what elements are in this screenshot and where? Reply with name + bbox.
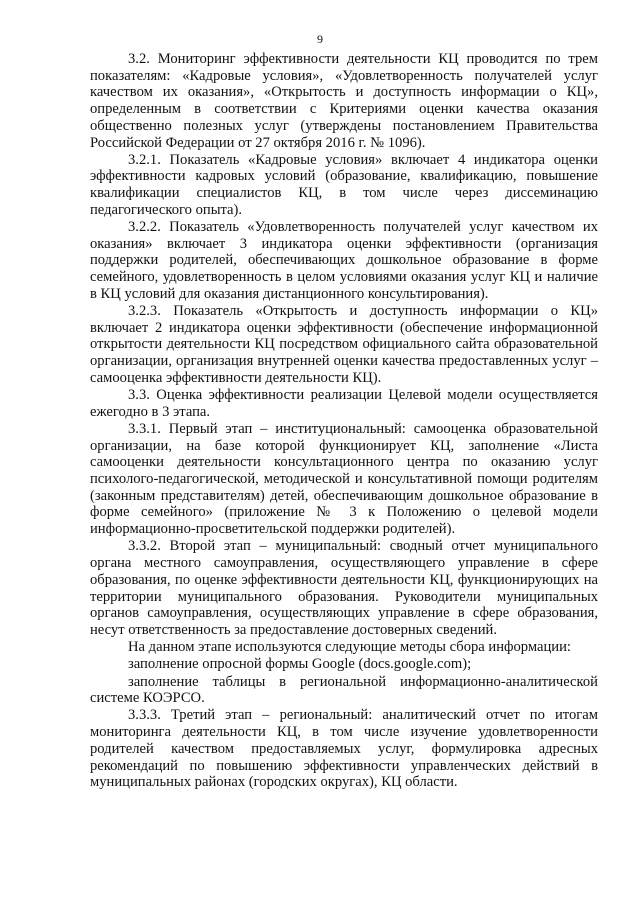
paragraph-method-koerso-table: заполнение таблицы в региональной информационно-аналитической системе КОЭРСО.: [90, 673, 598, 707]
paragraph-3-3-2: 3.3.2. Второй этап – муниципальный: сводный отчет муниципального органа местного самоуправления, осуществляющего управление в сфере образования, по оценке эффективности деятельности КЦ, функционирующих на территории муниципального образования. Руководители муниципальных органов самоуправления, осуществляющих управление в сфере образования, несут ответственность за предоставление достоверных сведений.: [90, 538, 598, 638]
paragraph-3-2: 3.2. Мониторинг эффективности деятельности КЦ проводится по трем показателям: «Кадровые условия», «Удовлетворенность получателей услуг качеством их оказания», «Открытость и доступность информации о КЦ», определенным в соответствии с Критериями оценки качества оказания общественно полезных услуг (утверждены постановлением Правительства Российской Федерации от 27 октября 2016 г. № 1096).: [90, 51, 598, 151]
paragraph-3-3-1: 3.3.1. Первый этап – институциональный: самооценка образовательной организации, на базе которой функционирует КЦ, заполнение «Листа самооценки деятельности консультационного центра по оказанию услуг психолого-педагогической, методической и консультативной помощи родителям (законным представителям) детей, обеспечивающим дошкольное образование в форме семейного» (приложение № 3 к Положению о целевой модели информационно-просветительской поддержки родителей).: [90, 420, 598, 538]
paragraph-method-google-form: заполнение опросной формы Google (docs.google.com);: [128, 656, 472, 673]
paragraph-3-2-1: 3.2.1. Показатель «Кадровые условия» включает 4 индикатора оценки эффективности кадровых условий (образование, квалификацию, повышение квалификации специалистов КЦ, в том числе через диссеминацию педагогического опыта).: [90, 151, 598, 218]
paragraph-3-3-3: 3.3.3. Третий этап – региональный: аналитический отчет по итогам мониторинга деятельности КЦ, в том числе изучение удовлетворенности родителей качеством предоставляемых услуг, формулировка адресных рекомендаций по повышению эффективности управленческих действий в муниципальных районах (городских округах), КЦ области.: [90, 707, 598, 791]
paragraph-3-2-2: 3.2.2. Показатель «Удовлетворенность получателей услуг качеством их оказания» включает 3 индикатора оценки эффективности (организация поддержки родителей, обеспечивающих дошкольное образование в форме семейного, удовлетворенность в целом условиями оказания услуг КЦ и наличие в КЦ условий для оказания дистанционного консультирования).: [90, 219, 598, 302]
paragraph-3-2-3: 3.2.3. Показатель «Открытость и доступность информации о КЦ» включает 2 индикатора оценки эффективности (обеспечение информационной открытости деятельности КЦ посредством официального сайта образовательной организации, организация внутренней оценки качества предоставленных услуг – самооценка эффективности деятельности КЦ).: [90, 303, 598, 386]
page-number: 9: [317, 32, 323, 46]
document-body: [90, 51, 598, 791]
paragraph-3-3: 3.3. Оценка эффективности реализации Целевой модели осуществляется ежегодно в 3 этапа.: [90, 387, 598, 420]
paragraph-methods-intro: На данном этапе используются следующие методы сбора информации:: [128, 639, 571, 656]
